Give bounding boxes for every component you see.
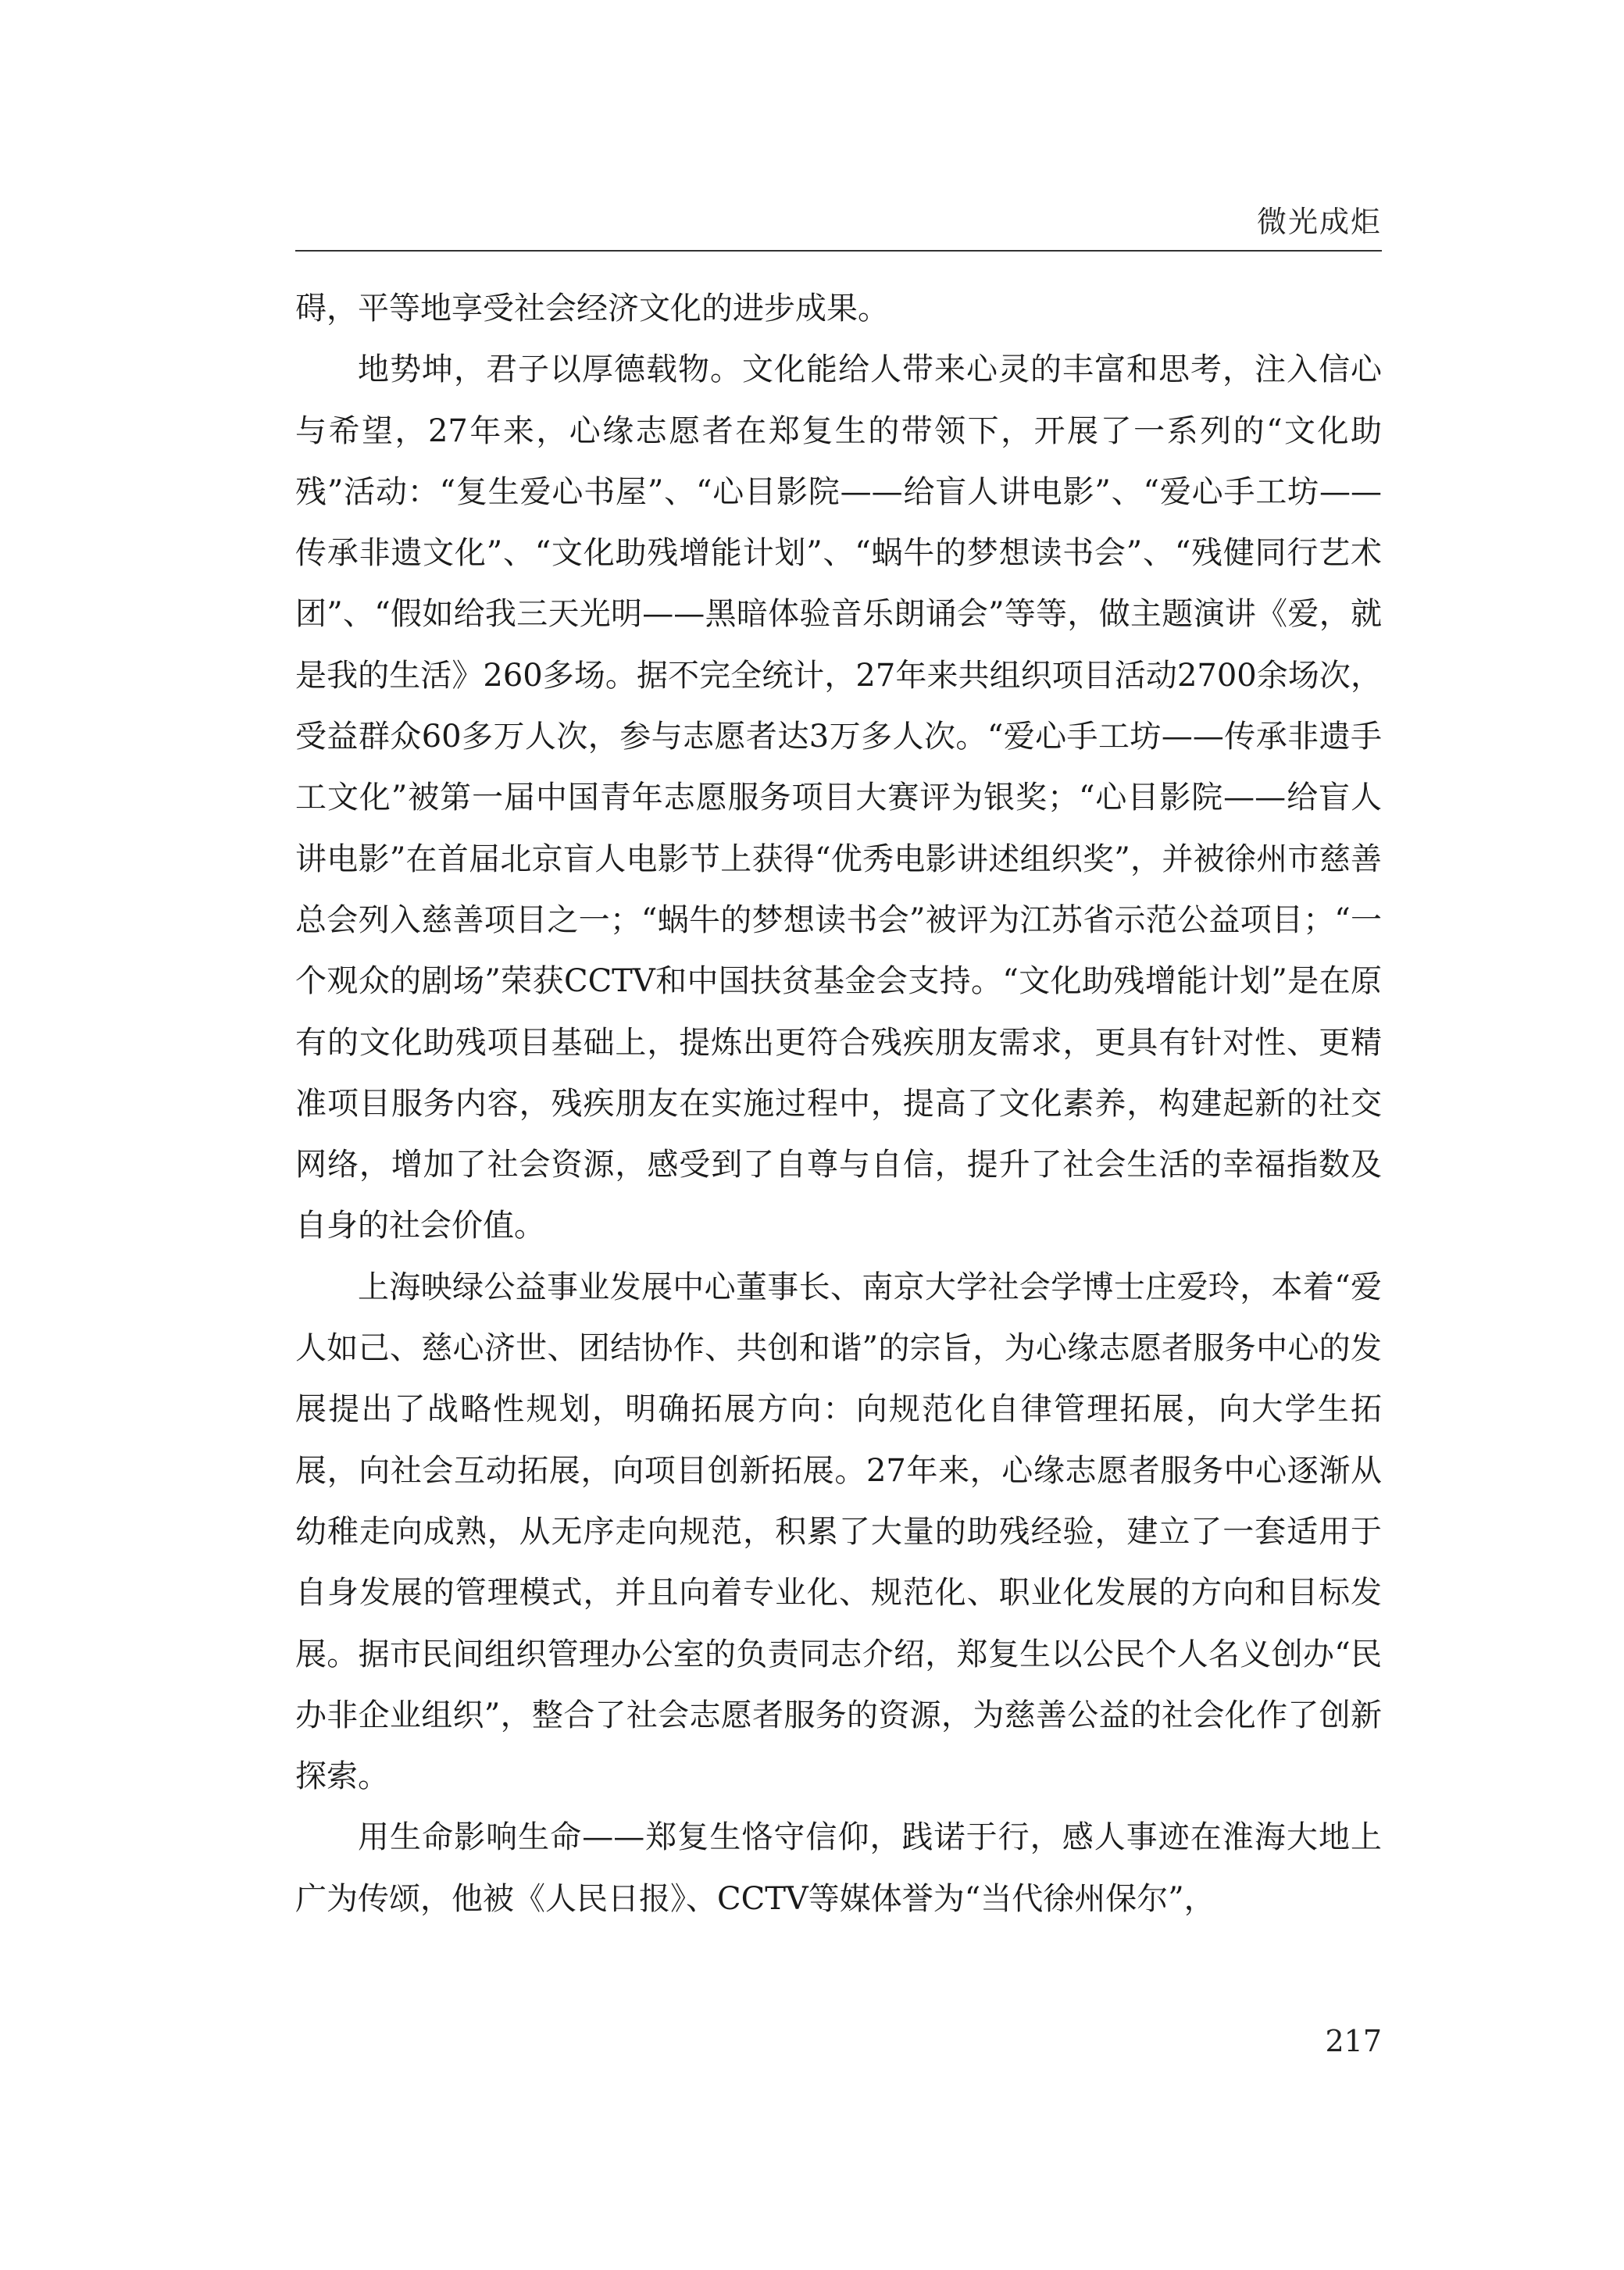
body-text [295,278,1382,1929]
running-head-title: 微光成炬 [1256,205,1382,239]
page-header [295,197,1382,252]
paragraph-influence: 用生命影响生命——郑复生恪守信仰，践诺于行，感人事迹在淮海大地上广为传颂，他被《人民日报》、CCTV等媒体誉为“当代徐州保尔”， [295,1819,1382,1917]
paragraph-cultural-programs: 地势坤，君子以厚德载物。文化能给人带来心灵的丰富和思考，注入信心与希望，27年来，心缘志愿者在郑复生的带领下，开展了一系列的“文化助残”活动：“复生爱心书屋”、“心目影院——给盲人讲电影”、“爱心手工坊——传承非遗文化”、“文化助残增能计划”、“蜗牛的梦想读书会”、“残健同行艺术团”、“假如给我三天光明——黑暗体验音乐朗诵会”等等，做主题演讲《爱，就是我的生活》260多场。据不完全统计，27年来共组织项目活动2700余场次，受益群众60多万人次，参与志愿者达3万多人次。“爱心手工坊——传承非遗手工文化”被第一届中国青年志愿服务项目大赛评为银奖；“心目影院——给盲人讲电影”在首届北京盲人电影节上获得“优秀电影讲述组织奖”，并被徐州市慈善总会列入慈善项目之一；“蜗牛的梦想读书会”被评为江苏省示范公益项目；“一个观众的剧场”荣获CCTV和中国扶贫基金会支持。“文化助残增能计划”是在原有的文化助残项目基础上，提炼出更符合残疾朋友需求，更具有针对性、更精准项目服务内容，残疾朋友在实施过程中，提高了文化素养，构建起新的社交网络，增加了社会资源，感受到了自尊与自信，提升了社会生活的幸福指数及自身的社会价值。 [295,352,1382,1244]
paragraph-development-strategy: 上海映绿公益事业发展中心董事长、南京大学社会学博士庄爱玲，本着“爱人如己、慈心济世、团结协作、共创和谐”的宗旨，为心缘志愿者服务中心的发展提出了战略性规划，明确拓展方向：向规范化自律管理拓展，向大学生拓展，向社会互动拓展，向项目创新拓展。27年来，心缘志愿者服务中心逐渐从幼稚走向成熟，从无序走向规范，积累了大量的助残经验，建立了一套适用于自身发展的管理模式，并且向着专业化、规范化、职业化发展的方向和目标发展。据市民间组织管理办公室的负责同志介绍，郑复生以公民个人名义创办“民办非企业组织”，整合了社会志愿者服务的资源，为慈善公益的社会化作了创新探索。 [295,1269,1382,1795]
paragraph-continued: 碍，平等地享受社会经济文化的进步成果。 [295,291,889,327]
page-number: 217 [1325,2024,1382,2058]
header-rule [295,250,1382,252]
